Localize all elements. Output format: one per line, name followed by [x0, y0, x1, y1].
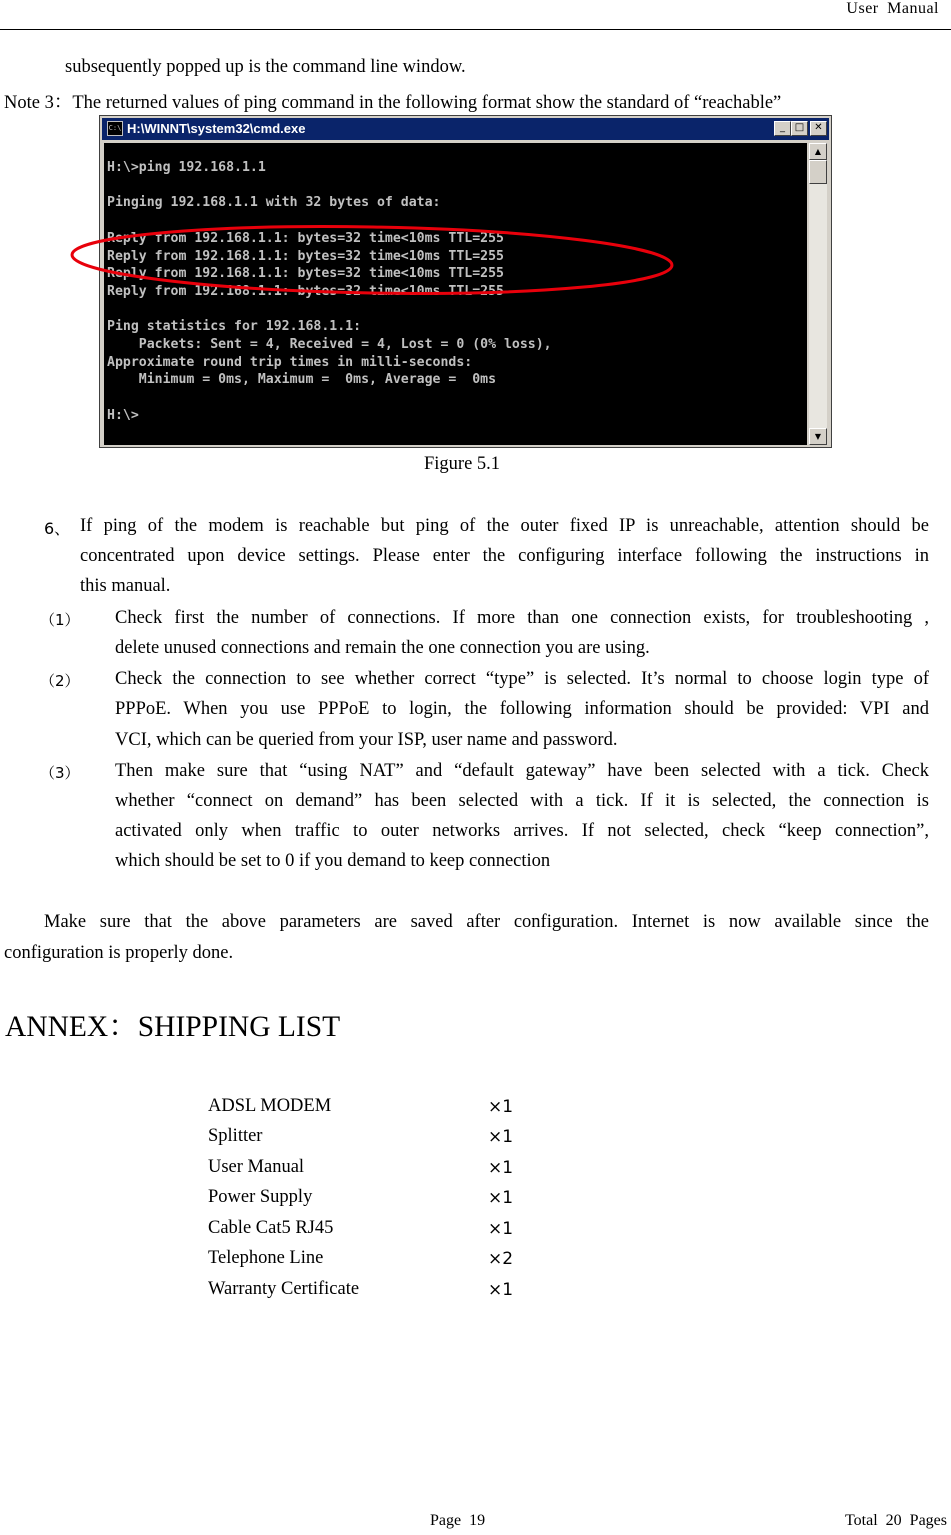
cmd-titlebar[interactable] — [102, 118, 829, 140]
closing-line: Make sure that the above parameters are saved after configuration. Internet is now available since the — [44, 912, 929, 932]
substep-1-number: （1） — [40, 611, 80, 629]
maximize-button[interactable]: □ — [791, 121, 808, 136]
highlight-ellipse — [70, 222, 680, 306]
footer-total-pages: Total 20 Pages — [845, 1512, 947, 1529]
note-3: Note 3：The returned values of ping command in the following format show the standard of “reachable” — [4, 93, 782, 113]
shipping-item-name: ADSL MODEM — [208, 1096, 332, 1116]
scroll-up-arrow-icon: ▲ — [814, 147, 822, 156]
substep-3-number: （3） — [40, 764, 80, 782]
substep-2-number: （2） — [40, 672, 80, 690]
substep-3-line: Then make sure that “using NAT” and “default gateway” have been selected with a tick. Check — [115, 761, 929, 781]
shipping-item-qty: ×1 — [488, 1158, 514, 1178]
header-rule — [0, 29, 951, 30]
vertical-scrollbar[interactable] — [809, 143, 827, 445]
substep-3-line: whether “connect on demand” has been selected with a tick. If it is selected, the connection is — [115, 791, 929, 811]
figure-caption: Figure 5.1 — [424, 454, 501, 474]
substep-3-line: activated only when traffic to outer networks arrives. If not selected, check “keep connection”, — [115, 821, 929, 841]
step-6-line: concentrated upon device settings. Please enter the configuring interface following the instructions in — [80, 546, 929, 566]
shipping-item-qty: ×1 — [488, 1280, 514, 1300]
minimize-button[interactable]: _ — [774, 121, 791, 136]
console-output: H:\>ping 192.168.1.1 Pinging 192.168.1.1 with 32 bytes of data: Reply from 192.168.1.1: bytes=32 time<10ms TTL=255 Reply from 192.168.1.1: bytes=32 time<10ms TTL=255 Reply from 192.168.1.1: bytes=32 time<10ms TTL=255 Reply from 192.168.1.1: bytes=32 time<10ms TTL=255 Ping statistics for 192.168.1.1: Packets: Sent = 4, Received = 4, Lost = 0 (0% loss), Approximate round trip times in milli-seconds: Minimum = 0ms, Maximum = 0ms, Average = 0ms H:\> — [107, 160, 552, 423]
cmd-window-title: H:\WINNT\system32\cmd.exe — [127, 121, 306, 136]
shipping-item-name: Cable Cat5 RJ45 — [208, 1218, 334, 1238]
step-6-number: 6、 — [44, 519, 71, 538]
shipping-item-qty: ×1 — [488, 1219, 514, 1239]
step-6-line: this manual. — [80, 576, 171, 596]
close-button[interactable]: ✕ — [810, 121, 827, 136]
scroll-up-button[interactable] — [809, 143, 827, 160]
cmd-app-icon[interactable]: C:\ — [107, 121, 123, 136]
shipping-item-qty: ×1 — [488, 1097, 514, 1117]
closing-line: configuration is properly done. — [4, 943, 234, 963]
shipping-item-name: Power Supply — [208, 1187, 313, 1207]
intro-continuation: subsequently popped up is the command line window. — [65, 57, 466, 77]
substep-2-line: VCI, which can be queried from your ISP, user name and password. — [115, 730, 618, 750]
shipping-item-qty: ×1 — [488, 1127, 514, 1147]
scroll-thumb[interactable] — [809, 160, 827, 184]
scroll-down-button[interactable] — [809, 428, 827, 445]
scroll-down-arrow-icon: ▼ — [814, 432, 822, 441]
substep-2-line: PPPoE. When you use PPPoE to login, the following information should be provided: VPI and — [115, 699, 929, 719]
annex-heading: ANNEX：SHIPPING LIST — [5, 1011, 341, 1043]
header-title: User Manual — [846, 0, 939, 17]
substep-1-line: delete unused connections and remain the one connection you are using. — [115, 638, 650, 658]
shipping-item-qty: ×2 — [488, 1249, 514, 1269]
shipping-item-name: Splitter — [208, 1126, 263, 1146]
substep-3-line: which should be set to 0 if you demand to keep connection — [115, 851, 551, 871]
substep-2-line: Check the connection to see whether correct “type” is selected. It’s normal to choose login type of — [115, 669, 929, 689]
footer-page-number: Page 19 — [430, 1512, 486, 1529]
shipping-item-name: Telephone Line — [208, 1248, 324, 1268]
shipping-item-name: User Manual — [208, 1157, 305, 1177]
step-6-line: If ping of the modem is reachable but ping of the outer fixed IP is unreachable, attention should be — [80, 516, 929, 536]
shipping-item-qty: ×1 — [488, 1188, 514, 1208]
shipping-item-name: Warranty Certificate — [208, 1279, 360, 1299]
substep-1-line: Check first the number of connections. If more than one connection exists, for troubleshooting , — [115, 608, 929, 628]
